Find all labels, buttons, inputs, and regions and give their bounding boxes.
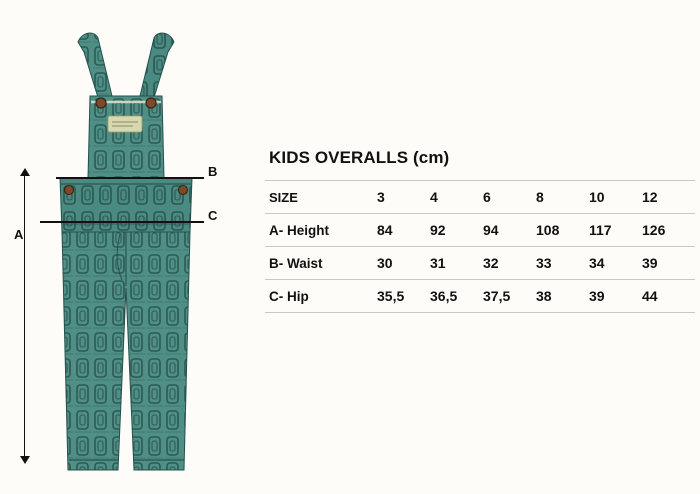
- cell-waist-3: 33: [536, 247, 589, 280]
- size-chart: [265, 148, 665, 313]
- cell-hip-1: 36,5: [430, 280, 483, 313]
- cell-waist-5: 39: [642, 247, 695, 280]
- cell-hip-5: 44: [642, 280, 695, 313]
- cell-hip-0: 35,5: [377, 280, 430, 313]
- cell-waist-4: 34: [589, 247, 642, 280]
- cell-hip-4: 39: [589, 280, 642, 313]
- row-label-hip: C- Hip: [265, 280, 377, 313]
- table-header-row: [265, 181, 695, 214]
- cell-height-1: 92: [430, 214, 483, 247]
- row-label-height: A- Height: [265, 214, 377, 247]
- cell-waist-1: 31: [430, 247, 483, 280]
- cell-waist-2: 32: [483, 247, 536, 280]
- measure-label-c: C: [208, 208, 218, 223]
- header-size-1: 4: [430, 181, 483, 214]
- measure-line-b: [56, 177, 204, 179]
- cell-height-0: 84: [377, 214, 430, 247]
- header-size-0: 3: [377, 181, 430, 214]
- overalls-illustration: [38, 18, 214, 478]
- measure-line-c: [40, 221, 204, 223]
- header-size: SIZE: [265, 181, 377, 214]
- cell-height-4: 117: [589, 214, 642, 247]
- cell-waist-0: 30: [377, 247, 430, 280]
- measure-arrow-a: [14, 168, 36, 464]
- cell-height-5: 126: [642, 214, 695, 247]
- header-size-5: 12: [642, 181, 695, 214]
- header-size-3: 8: [536, 181, 589, 214]
- measure-line-a: [24, 174, 25, 458]
- table-row: [265, 280, 695, 313]
- cell-hip-2: 37,5: [483, 280, 536, 313]
- chart-title: KIDS OVERALLS (cm): [269, 148, 450, 167]
- illustration-area: [0, 0, 250, 494]
- cell-height-2: 94: [483, 214, 536, 247]
- size-table: [265, 180, 695, 313]
- row-label-waist: B- Waist: [265, 247, 377, 280]
- arrow-down-icon: [20, 456, 30, 464]
- measure-label-a: A: [14, 227, 24, 242]
- table-row: [265, 247, 695, 280]
- cell-height-3: 108: [536, 214, 589, 247]
- header-size-2: 6: [483, 181, 536, 214]
- cell-hip-3: 38: [536, 280, 589, 313]
- header-size-4: 10: [589, 181, 642, 214]
- table-row: [265, 214, 695, 247]
- measure-label-b: B: [208, 164, 218, 179]
